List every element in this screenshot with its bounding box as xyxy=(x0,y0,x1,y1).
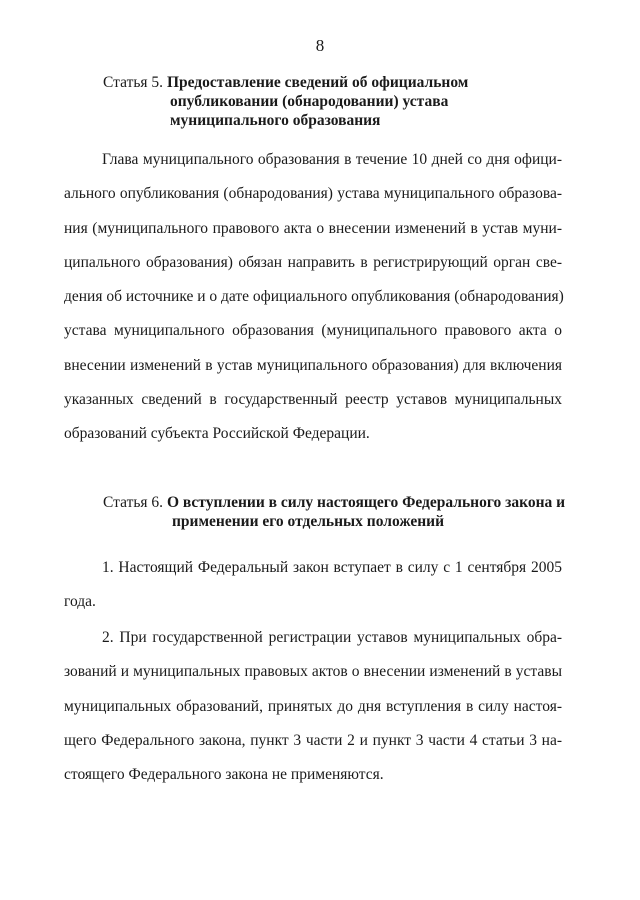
article-6-point-1 xyxy=(64,551,562,620)
article-6-heading xyxy=(103,493,573,531)
paragraph-line: 1. Настоящий Федеральный закон вступает в силу с 1 сентября 2005 xyxy=(102,559,562,576)
paragraph-line: устава муниципального образования (муниципального правового акта о xyxy=(64,322,562,340)
paragraph-line: щего Федерального закона, пункт 3 части 2 и пункт 3 части 4 статьи 3 на- xyxy=(64,731,562,749)
paragraph-line: зований и муниципальных правовых актов о внесении изменений в уставы xyxy=(64,663,562,681)
paragraph-line: образований субъекта Российской Федерации. xyxy=(64,425,370,443)
article-6-title-line: применении его отдельных положений xyxy=(172,513,445,530)
article-5-title-line: муниципального образования xyxy=(170,112,381,129)
paragraph-line: ния (муниципального правового акта о внесении изменений в устав муни- xyxy=(64,219,562,237)
paragraph-line: ципального образования) обязан направить в регистрирующий орган све- xyxy=(64,253,562,271)
paragraph-line: указанных сведений в государственный реестр уставов муниципальных xyxy=(64,391,562,409)
article-5-label: Статья 5. xyxy=(103,74,164,91)
article-5-heading xyxy=(103,73,573,130)
paragraph-line: года. xyxy=(64,593,96,611)
article-6-heading-line-1 xyxy=(103,493,573,512)
paragraph-line: дения об источнике и о дате официального опубликования (обнародования) xyxy=(64,288,564,306)
article-6-point-2 xyxy=(64,621,562,792)
page-number: 8 xyxy=(315,36,325,55)
paragraph-line: стоящего Федерального закона не применяются. xyxy=(64,766,384,784)
paragraph-line: 2. При государственной регистрации уставов муниципальных обра- xyxy=(102,629,562,646)
paragraph-line: Глава муниципального образования в течение 10 дней со дня офици- xyxy=(102,151,562,168)
paragraph-line: ального опубликования (обнародования) устава муниципального образова- xyxy=(64,185,562,203)
article-5-heading-line-1 xyxy=(103,73,573,92)
article-5-title-line: Предоставление сведений об официальном xyxy=(166,74,469,91)
paragraph-line: внесении изменений в устав муниципального образования) для включения xyxy=(64,356,562,374)
article-5-title-line: опубликовании (обнародовании) устава xyxy=(170,93,449,110)
article-6-label: Статья 6. xyxy=(103,494,164,511)
paragraph-line: муниципальных образований, принятых до дня вступления в силу настоя- xyxy=(64,697,562,715)
article-6-title-line: О вступлении в силу настоящего Федерального закона и xyxy=(166,494,566,511)
article-5-paragraph xyxy=(64,143,562,452)
